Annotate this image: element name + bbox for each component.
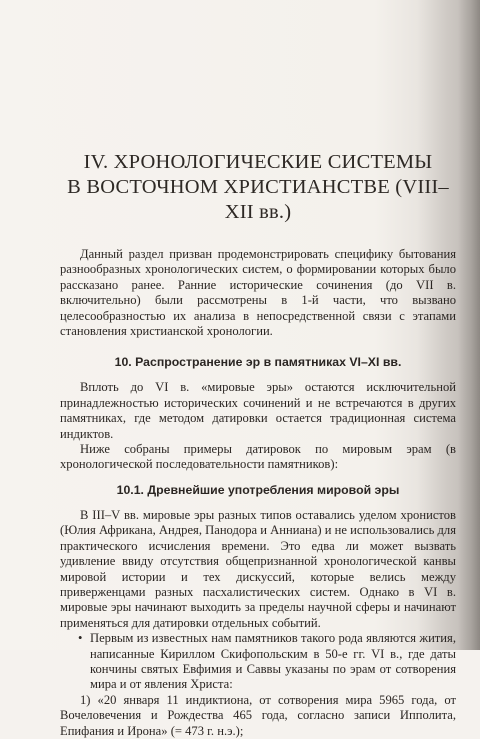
chapter-title — [60, 150, 456, 225]
page-content — [60, 150, 456, 739]
bullet-icon: • — [78, 631, 83, 646]
section-10-1-paragraph-1: В III–V вв. мировые эры разных типов оставались уделом хронистов (Юлия Африкана, Андрея, Панодора и Анниана) и не использовались для практического исчисления времени. Это едва ли может вызвать удивление ввиду отсутствия общепризнанной хронологической канвы мировой истории и тех дискуссий, которые велись между приверженцами разных пасхалистических систем. Однако в VI в. мировые эры начинают выходить за пределы научной сферы и начинают применяться для датировки отдельных событий. — [60, 507, 456, 630]
section-10-paragraph-2: Ниже собраны примеры датировок по мировым эрам (в хронологической последовательности памятников): — [60, 442, 456, 472]
example-item-1: 1) «20 января 11 индиктиона, от сотворения мира 5965 года, от Вочеловечения и Рождества 465 года, согласно записи Ипполита, Епифания и Ирона» (= 473 г. н.э.); — [60, 692, 456, 738]
intro-paragraph: Данный раздел призван продемонстрировать специфику бытования разнообразных хронологических систем, о формировании которых было рассказано ранее. Ранние исторические сочинения (до VII в. включительно) были рассмотрены в 1-й части, что вызвано целесообразностью их анализа в непосредственной связи с этапами становления христианской хронологии. — [60, 247, 456, 339]
section-10-heading: 10. Распространение эр в памятниках VI–XI вв. — [114, 355, 402, 370]
bullet-item — [60, 631, 456, 693]
chapter-title-line-2: В ВОСТОЧНОМ ХРИСТИАНСТВЕ (VIII–XII вв.) — [67, 176, 449, 223]
bullet-text: Первым из известных нам памятников такого рода являются жития, написанные Кириллом Скифопольским в 50-е гг. VI в., где даты кончины святых Евфимия и Саввы указаны по эрам от сотворения мира и от явления Христа: — [90, 631, 456, 692]
section-10-paragraph-1: Вплоть до VI в. «мировые эры» остаются исключительной принадлежностью исторических сочинений и не встречаются в других памятниках, где методом датировки остается традиционная система индиктов. — [60, 380, 456, 441]
section-10-1-heading: 10.1. Древнейшие употребления мировой эры — [116, 482, 400, 497]
chapter-title-line-1: IV. ХРОНОЛОГИЧЕСКИЕ СИСТЕМЫ — [83, 151, 433, 173]
page-edge-shadow — [458, 0, 480, 650]
